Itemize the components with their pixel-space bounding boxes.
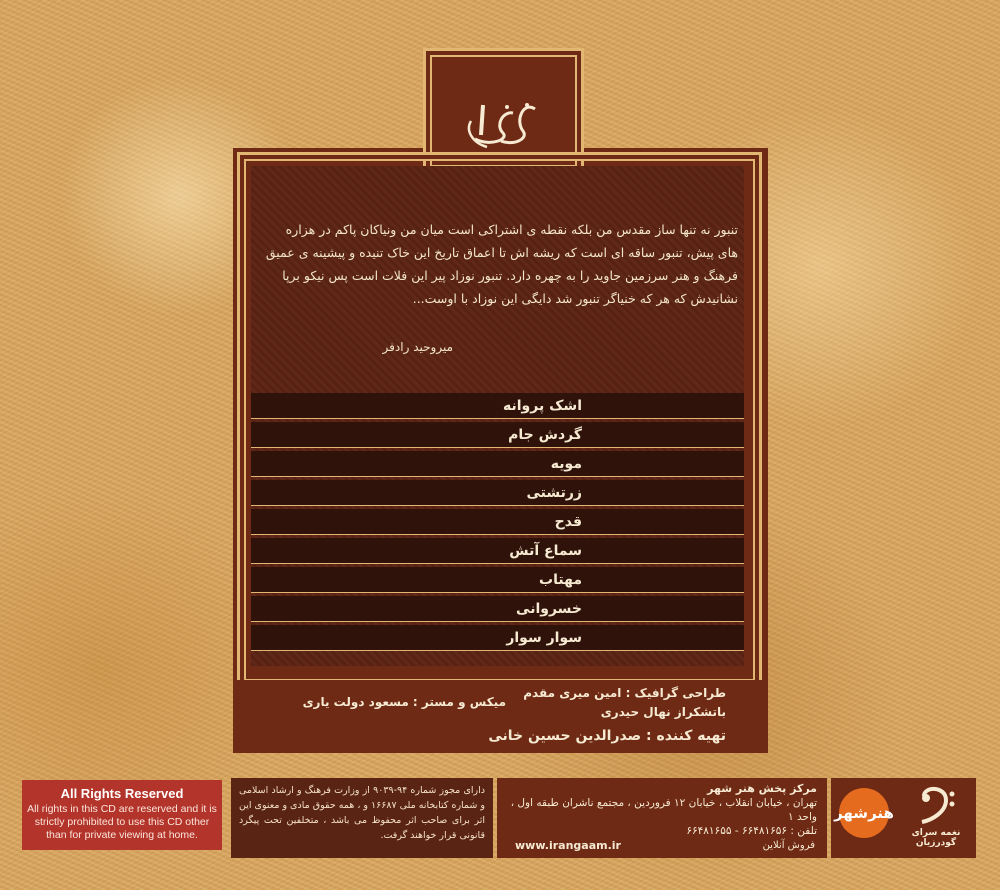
- track-title: اشک پروانه: [503, 397, 582, 414]
- distributor-title: مرکز پخش هنر شهر: [707, 782, 817, 795]
- credit-thanks: باتشکراز نهال حیدری: [600, 705, 726, 719]
- track-row: [251, 393, 744, 419]
- track-title: زرتشتی: [526, 484, 582, 501]
- track-row: [251, 567, 744, 593]
- track-title: گردش جام: [508, 426, 582, 443]
- track-row: [251, 596, 744, 622]
- album-calligraphy-logo: [448, 86, 558, 166]
- track-row: [251, 422, 744, 448]
- track-row: [251, 625, 744, 651]
- license-box: دارای مجوز شماره ۹۴-۹۰۳۹ از وزارت فرهنگ و ارشاد اسلامی و شماره کتابخانه ملی ۱۶۶۸۷ و ، همه حقوق مادی و معنوی این اثر برای صاحب اثر محفوظ می باشد ، متخلفین تحت پیگرد قانونی قرار خواهند گرفت.: [231, 778, 493, 858]
- honar-shahr-logo-text: هنرشهر: [834, 804, 894, 822]
- track-title: خسروانی: [516, 600, 582, 617]
- calligraphy-icon: [453, 91, 553, 161]
- bass-clef-icon: [914, 782, 958, 826]
- goudarzian-logo: [903, 782, 969, 852]
- track-row: [251, 451, 744, 477]
- track-row: [251, 509, 744, 535]
- rights-text: All rights in this CD are reserved and it is strictly prohibited to use this CD other than for private viewing at home.: [27, 803, 217, 841]
- intro-text: تنبور نه تنها ساز مقدس من بلکه نقطه ی اشتراکی است میان من ونیاکان پاکم در هزاره های پیش، تنبور ساقه ای است که ریشه اش تا اعماق تاریخ این خاک تنیده و پیشینه ی عمیق فرهنگ و هنر سرزمین جاوید را به چهره دارد. تنبور نوزاد پیر این فلات است پس نیکو برپا نشانیدش که هر که خنیاگر تنبور شد دایگی این نوزاد با اوست...: [265, 222, 738, 306]
- intro-author: میروحید رادفر: [382, 340, 453, 354]
- track-title: سوار سوار: [506, 629, 582, 646]
- track-title: مویه: [550, 455, 582, 472]
- publisher-logos: [831, 778, 976, 858]
- website-link[interactable]: www.irangaam.ir: [515, 839, 621, 852]
- online-sales-label: فروش آنلاین: [762, 840, 815, 851]
- track-row: [251, 538, 744, 564]
- track-list: [251, 393, 744, 654]
- cd-back-panel: [233, 48, 768, 753]
- honar-shahr-logo: [834, 788, 894, 838]
- distributor-box: [497, 778, 827, 858]
- track-row: [251, 480, 744, 506]
- credit-graphic: طراحی گرافیک : امین میری مقدم: [523, 686, 726, 700]
- track-title: قدح: [554, 513, 582, 530]
- distributor-phone: تلفن : ۶۶۴۸۱۶۵۶ - ۶۶۴۸۱۶۵۵: [686, 825, 817, 837]
- credit-producer: تهیه کننده : صدرالدین حسین خانی: [488, 728, 726, 744]
- goudarzian-logo-text: نغمه سرای گودرزیان: [911, 828, 961, 848]
- credit-mix: میکس و مستر : مسعود دولت یاری: [302, 695, 506, 709]
- credits-block: [233, 680, 768, 753]
- track-title: سماع آتش: [509, 542, 582, 559]
- track-title: مهتاب: [539, 571, 582, 588]
- distributor-address: تهران ، خیابان انقلاب ، خیابان ۱۲ فروردین ، مجتمع ناشران طبقه اول ، واحد ۱: [510, 797, 817, 823]
- rights-box: [22, 780, 222, 850]
- rights-title: All Rights Reserved: [60, 786, 184, 801]
